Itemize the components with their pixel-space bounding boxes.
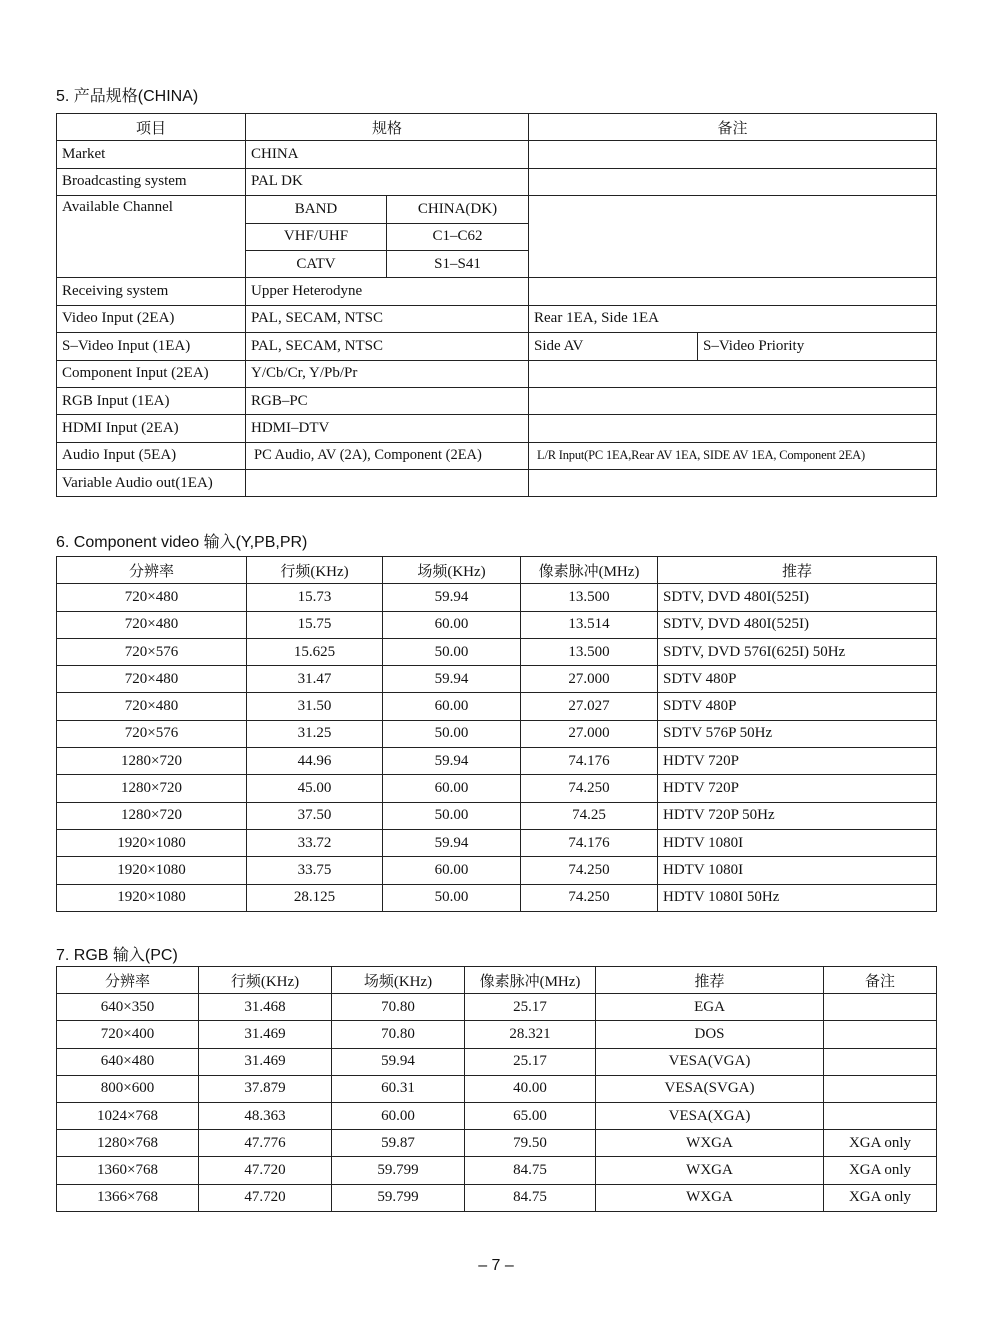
table-cell: 720×480 bbox=[57, 611, 247, 638]
table-cell: VESA(VGA) bbox=[596, 1048, 824, 1075]
row-spec bbox=[246, 470, 529, 497]
table-row bbox=[57, 748, 937, 775]
row-note-extra: S–Video Priority bbox=[698, 333, 937, 360]
row-spec: Y/Cb/Cr, Y/Pb/Pr bbox=[246, 360, 529, 387]
channel-header: CHINA(DK) bbox=[387, 196, 529, 223]
header-item: 项目 bbox=[57, 114, 246, 141]
table-cell: XGA only bbox=[824, 1157, 937, 1184]
section6-title: 6. Component video 输入(Y,PB,PR) bbox=[56, 534, 308, 551]
table-cell: 60.00 bbox=[383, 611, 521, 638]
table-row bbox=[57, 666, 937, 693]
table-row bbox=[57, 1130, 937, 1157]
table-cell: 15.625 bbox=[247, 638, 383, 665]
table-cell: VESA(XGA) bbox=[596, 1102, 824, 1129]
row-spec: PC Audio, AV (2A), Component (2EA) bbox=[246, 442, 529, 469]
row-note bbox=[529, 278, 937, 305]
table-cell: DOS bbox=[596, 1021, 824, 1048]
row-spec: Upper Heterodyne bbox=[246, 278, 529, 305]
row-note: Rear 1EA, Side 1EA bbox=[529, 305, 937, 332]
table-cell: 25.17 bbox=[465, 994, 596, 1021]
table-row bbox=[57, 1048, 937, 1075]
table-row bbox=[57, 994, 937, 1021]
row-label: Variable Audio out(1EA) bbox=[57, 470, 246, 497]
table-cell: 40.00 bbox=[465, 1075, 596, 1102]
table-cell: 31.468 bbox=[199, 994, 332, 1021]
table-cell: 31.47 bbox=[247, 666, 383, 693]
row-note bbox=[529, 141, 937, 168]
table-cell: 47.776 bbox=[199, 1130, 332, 1157]
table-cell: SDTV 576P 50Hz bbox=[658, 720, 937, 747]
component-video-rows bbox=[57, 584, 937, 912]
table-cell: 59.799 bbox=[332, 1157, 465, 1184]
row-label: Receiving system bbox=[57, 278, 246, 305]
table-cell: 47.720 bbox=[199, 1184, 332, 1211]
table-cell: 720×576 bbox=[57, 638, 247, 665]
table-cell: 59.87 bbox=[332, 1130, 465, 1157]
row-note: L/R Input(PC 1EA,Rear AV 1EA, SIDE AV 1EA, Component 2EA) bbox=[529, 442, 937, 469]
table-cell: 27.000 bbox=[521, 666, 658, 693]
table-row bbox=[57, 442, 937, 469]
header-resolution: 分辨率 bbox=[57, 967, 199, 994]
table-cell: 59.799 bbox=[332, 1184, 465, 1211]
table-cell: HDTV 720P bbox=[658, 775, 937, 802]
table-cell: 59.94 bbox=[383, 666, 521, 693]
table-row bbox=[57, 693, 937, 720]
row-note bbox=[529, 168, 937, 195]
table-header-row bbox=[57, 114, 937, 141]
row-note bbox=[529, 415, 937, 442]
header-recommend: 推荐 bbox=[658, 557, 937, 584]
table-cell: 1024×768 bbox=[57, 1102, 199, 1129]
table-cell: 720×576 bbox=[57, 720, 247, 747]
row-label: Component Input (2EA) bbox=[57, 360, 246, 387]
row-note bbox=[529, 387, 937, 414]
rgb-input-table bbox=[56, 966, 937, 1212]
table-cell: 70.80 bbox=[332, 1021, 465, 1048]
table-row bbox=[57, 802, 937, 829]
table-cell: 37.50 bbox=[247, 802, 383, 829]
table-cell: 59.94 bbox=[383, 829, 521, 856]
spec-table bbox=[56, 113, 937, 497]
table-cell: 84.75 bbox=[465, 1184, 596, 1211]
table-cell: 720×480 bbox=[57, 584, 247, 611]
row-note bbox=[529, 470, 937, 497]
table-cell: 27.000 bbox=[521, 720, 658, 747]
table-cell: 1280×720 bbox=[57, 748, 247, 775]
row-label: Video Input (2EA) bbox=[57, 305, 246, 332]
table-cell: 33.75 bbox=[247, 857, 383, 884]
header-h-freq: 行频(KHz) bbox=[247, 557, 383, 584]
table-row bbox=[57, 470, 937, 497]
table-cell bbox=[824, 1075, 937, 1102]
table-row bbox=[57, 638, 937, 665]
table-cell: HDTV 720P bbox=[658, 748, 937, 775]
table-cell: 70.80 bbox=[332, 994, 465, 1021]
table-row bbox=[57, 884, 937, 911]
table-cell: WXGA bbox=[596, 1184, 824, 1211]
row-spec: PAL DK bbox=[246, 168, 529, 195]
table-cell: WXGA bbox=[596, 1157, 824, 1184]
table-cell bbox=[824, 1021, 937, 1048]
table-cell bbox=[824, 1048, 937, 1075]
channel-cell: C1–C62 bbox=[387, 223, 529, 250]
table-cell: 31.469 bbox=[199, 1048, 332, 1075]
table-cell: SDTV, DVD 576I(625I) 50Hz bbox=[658, 638, 937, 665]
table-row bbox=[57, 584, 937, 611]
table-cell: 60.00 bbox=[383, 693, 521, 720]
page-number: – 7 – bbox=[478, 1257, 514, 1274]
section5-title: 5. 产品规格(CHINA) bbox=[56, 88, 199, 105]
table-cell: 74.25 bbox=[521, 802, 658, 829]
table-cell: 59.94 bbox=[383, 584, 521, 611]
table-cell: 720×480 bbox=[57, 693, 247, 720]
table-cell: 1280×720 bbox=[57, 775, 247, 802]
table-cell: 640×480 bbox=[57, 1048, 199, 1075]
table-cell: 1360×768 bbox=[57, 1157, 199, 1184]
table-cell: 74.176 bbox=[521, 748, 658, 775]
table-row bbox=[57, 387, 937, 414]
header-pixel-clock: 像素脉冲(MHz) bbox=[465, 967, 596, 994]
band-cell: VHF/UHF bbox=[246, 223, 387, 250]
table-row bbox=[57, 1157, 937, 1184]
table-row bbox=[57, 1021, 937, 1048]
table-cell: SDTV 480P bbox=[658, 666, 937, 693]
table-header-row bbox=[57, 557, 937, 584]
table-cell: 33.72 bbox=[247, 829, 383, 856]
table-cell: 74.250 bbox=[521, 775, 658, 802]
section7-title: 7. RGB 输入(PC) bbox=[56, 947, 178, 964]
header-note: 备注 bbox=[529, 114, 937, 141]
table-cell: 50.00 bbox=[383, 638, 521, 665]
table-cell: 1280×720 bbox=[57, 802, 247, 829]
table-cell: HDTV 1080I 50Hz bbox=[658, 884, 937, 911]
table-row bbox=[57, 829, 937, 856]
table-cell: 50.00 bbox=[383, 802, 521, 829]
component-video-table bbox=[56, 556, 937, 912]
row-label: HDMI Input (2EA) bbox=[57, 415, 246, 442]
table-row bbox=[57, 1184, 937, 1211]
row-spec: CHINA bbox=[246, 141, 529, 168]
table-cell: 28.321 bbox=[465, 1021, 596, 1048]
table-cell: SDTV, DVD 480I(525I) bbox=[658, 584, 937, 611]
table-cell: 13.514 bbox=[521, 611, 658, 638]
table-cell: 47.720 bbox=[199, 1157, 332, 1184]
table-cell: SDTV, DVD 480I(525I) bbox=[658, 611, 937, 638]
row-note bbox=[529, 360, 937, 387]
row-spec: PAL, SECAM, NTSC bbox=[246, 333, 529, 360]
table-cell: WXGA bbox=[596, 1130, 824, 1157]
table-cell: HDTV 720P 50Hz bbox=[658, 802, 937, 829]
table-cell: 720×400 bbox=[57, 1021, 199, 1048]
table-cell: 50.00 bbox=[383, 720, 521, 747]
table-row bbox=[57, 360, 937, 387]
table-cell: 50.00 bbox=[383, 884, 521, 911]
table-cell: 44.96 bbox=[247, 748, 383, 775]
row-label: Broadcasting system bbox=[57, 168, 246, 195]
table-row bbox=[57, 775, 937, 802]
table-cell: 13.500 bbox=[521, 584, 658, 611]
table-cell: 65.00 bbox=[465, 1102, 596, 1129]
table-cell: 31.25 bbox=[247, 720, 383, 747]
table-cell: 48.363 bbox=[199, 1102, 332, 1129]
table-cell: EGA bbox=[596, 994, 824, 1021]
table-cell: HDTV 1080I bbox=[658, 857, 937, 884]
table-cell: 31.469 bbox=[199, 1021, 332, 1048]
table-cell: 84.75 bbox=[465, 1157, 596, 1184]
table-cell: XGA only bbox=[824, 1130, 937, 1157]
table-cell: 59.94 bbox=[383, 748, 521, 775]
table-row bbox=[57, 720, 937, 747]
row-label: S–Video Input (1EA) bbox=[57, 333, 246, 360]
table-cell: 74.250 bbox=[521, 884, 658, 911]
table-header-row bbox=[57, 967, 937, 994]
table-row bbox=[57, 141, 937, 168]
header-pixel-clock: 像素脉冲(MHz) bbox=[521, 557, 658, 584]
row-note bbox=[529, 196, 937, 278]
table-cell: 79.50 bbox=[465, 1130, 596, 1157]
band-cell: CATV bbox=[246, 250, 387, 277]
table-row bbox=[57, 1102, 937, 1129]
table-row bbox=[57, 333, 937, 360]
table-cell: 1366×768 bbox=[57, 1184, 199, 1211]
table-cell: 74.176 bbox=[521, 829, 658, 856]
table-cell: VESA(SVGA) bbox=[596, 1075, 824, 1102]
table-cell: 59.94 bbox=[332, 1048, 465, 1075]
header-h-freq: 行频(KHz) bbox=[199, 967, 332, 994]
table-cell: 640×350 bbox=[57, 994, 199, 1021]
table-cell: 15.75 bbox=[247, 611, 383, 638]
row-label: Market bbox=[57, 141, 246, 168]
table-cell: 60.00 bbox=[332, 1102, 465, 1129]
table-cell: 1920×1080 bbox=[57, 829, 247, 856]
table-cell: 720×480 bbox=[57, 666, 247, 693]
table-cell: 74.250 bbox=[521, 857, 658, 884]
table-row bbox=[57, 278, 937, 305]
channel-cell: S1–S41 bbox=[387, 250, 529, 277]
header-note: 备注 bbox=[824, 967, 937, 994]
header-recommend: 推荐 bbox=[596, 967, 824, 994]
table-cell: 60.31 bbox=[332, 1075, 465, 1102]
table-cell: 13.500 bbox=[521, 638, 658, 665]
table-cell: 60.00 bbox=[383, 857, 521, 884]
table-cell: 28.125 bbox=[247, 884, 383, 911]
header-spec: 规格 bbox=[246, 114, 529, 141]
table-cell: 15.73 bbox=[247, 584, 383, 611]
table-cell bbox=[824, 994, 937, 1021]
row-note: Side AV bbox=[529, 333, 698, 360]
table-cell: HDTV 1080I bbox=[658, 829, 937, 856]
table-cell: 1920×1080 bbox=[57, 857, 247, 884]
table-cell: 1280×768 bbox=[57, 1130, 199, 1157]
band-header: BAND bbox=[246, 196, 387, 223]
row-spec: RGB–PC bbox=[246, 387, 529, 414]
table-row bbox=[57, 168, 937, 195]
table-cell: 800×600 bbox=[57, 1075, 199, 1102]
table-cell: 37.879 bbox=[199, 1075, 332, 1102]
header-resolution: 分辨率 bbox=[57, 557, 247, 584]
table-row bbox=[57, 415, 937, 442]
rgb-input-rows bbox=[57, 994, 937, 1212]
table-cell: XGA only bbox=[824, 1184, 937, 1211]
table-row bbox=[57, 1075, 937, 1102]
table-row bbox=[57, 611, 937, 638]
header-v-freq: 场频(KHz) bbox=[383, 557, 521, 584]
row-label: Audio Input (5EA) bbox=[57, 442, 246, 469]
header-v-freq: 场频(KHz) bbox=[332, 967, 465, 994]
table-cell: 25.17 bbox=[465, 1048, 596, 1075]
row-label: RGB Input (1EA) bbox=[57, 387, 246, 414]
table-row bbox=[57, 857, 937, 884]
table-cell: 31.50 bbox=[247, 693, 383, 720]
table-cell: 1920×1080 bbox=[57, 884, 247, 911]
table-row bbox=[57, 305, 937, 332]
table-cell: SDTV 480P bbox=[658, 693, 937, 720]
table-cell: 60.00 bbox=[383, 775, 521, 802]
table-cell: 45.00 bbox=[247, 775, 383, 802]
row-spec: HDMI–DTV bbox=[246, 415, 529, 442]
row-spec: PAL, SECAM, NTSC bbox=[246, 305, 529, 332]
table-row bbox=[57, 196, 937, 223]
table-cell: 27.027 bbox=[521, 693, 658, 720]
row-label: Available Channel bbox=[57, 196, 246, 278]
table-cell bbox=[824, 1102, 937, 1129]
